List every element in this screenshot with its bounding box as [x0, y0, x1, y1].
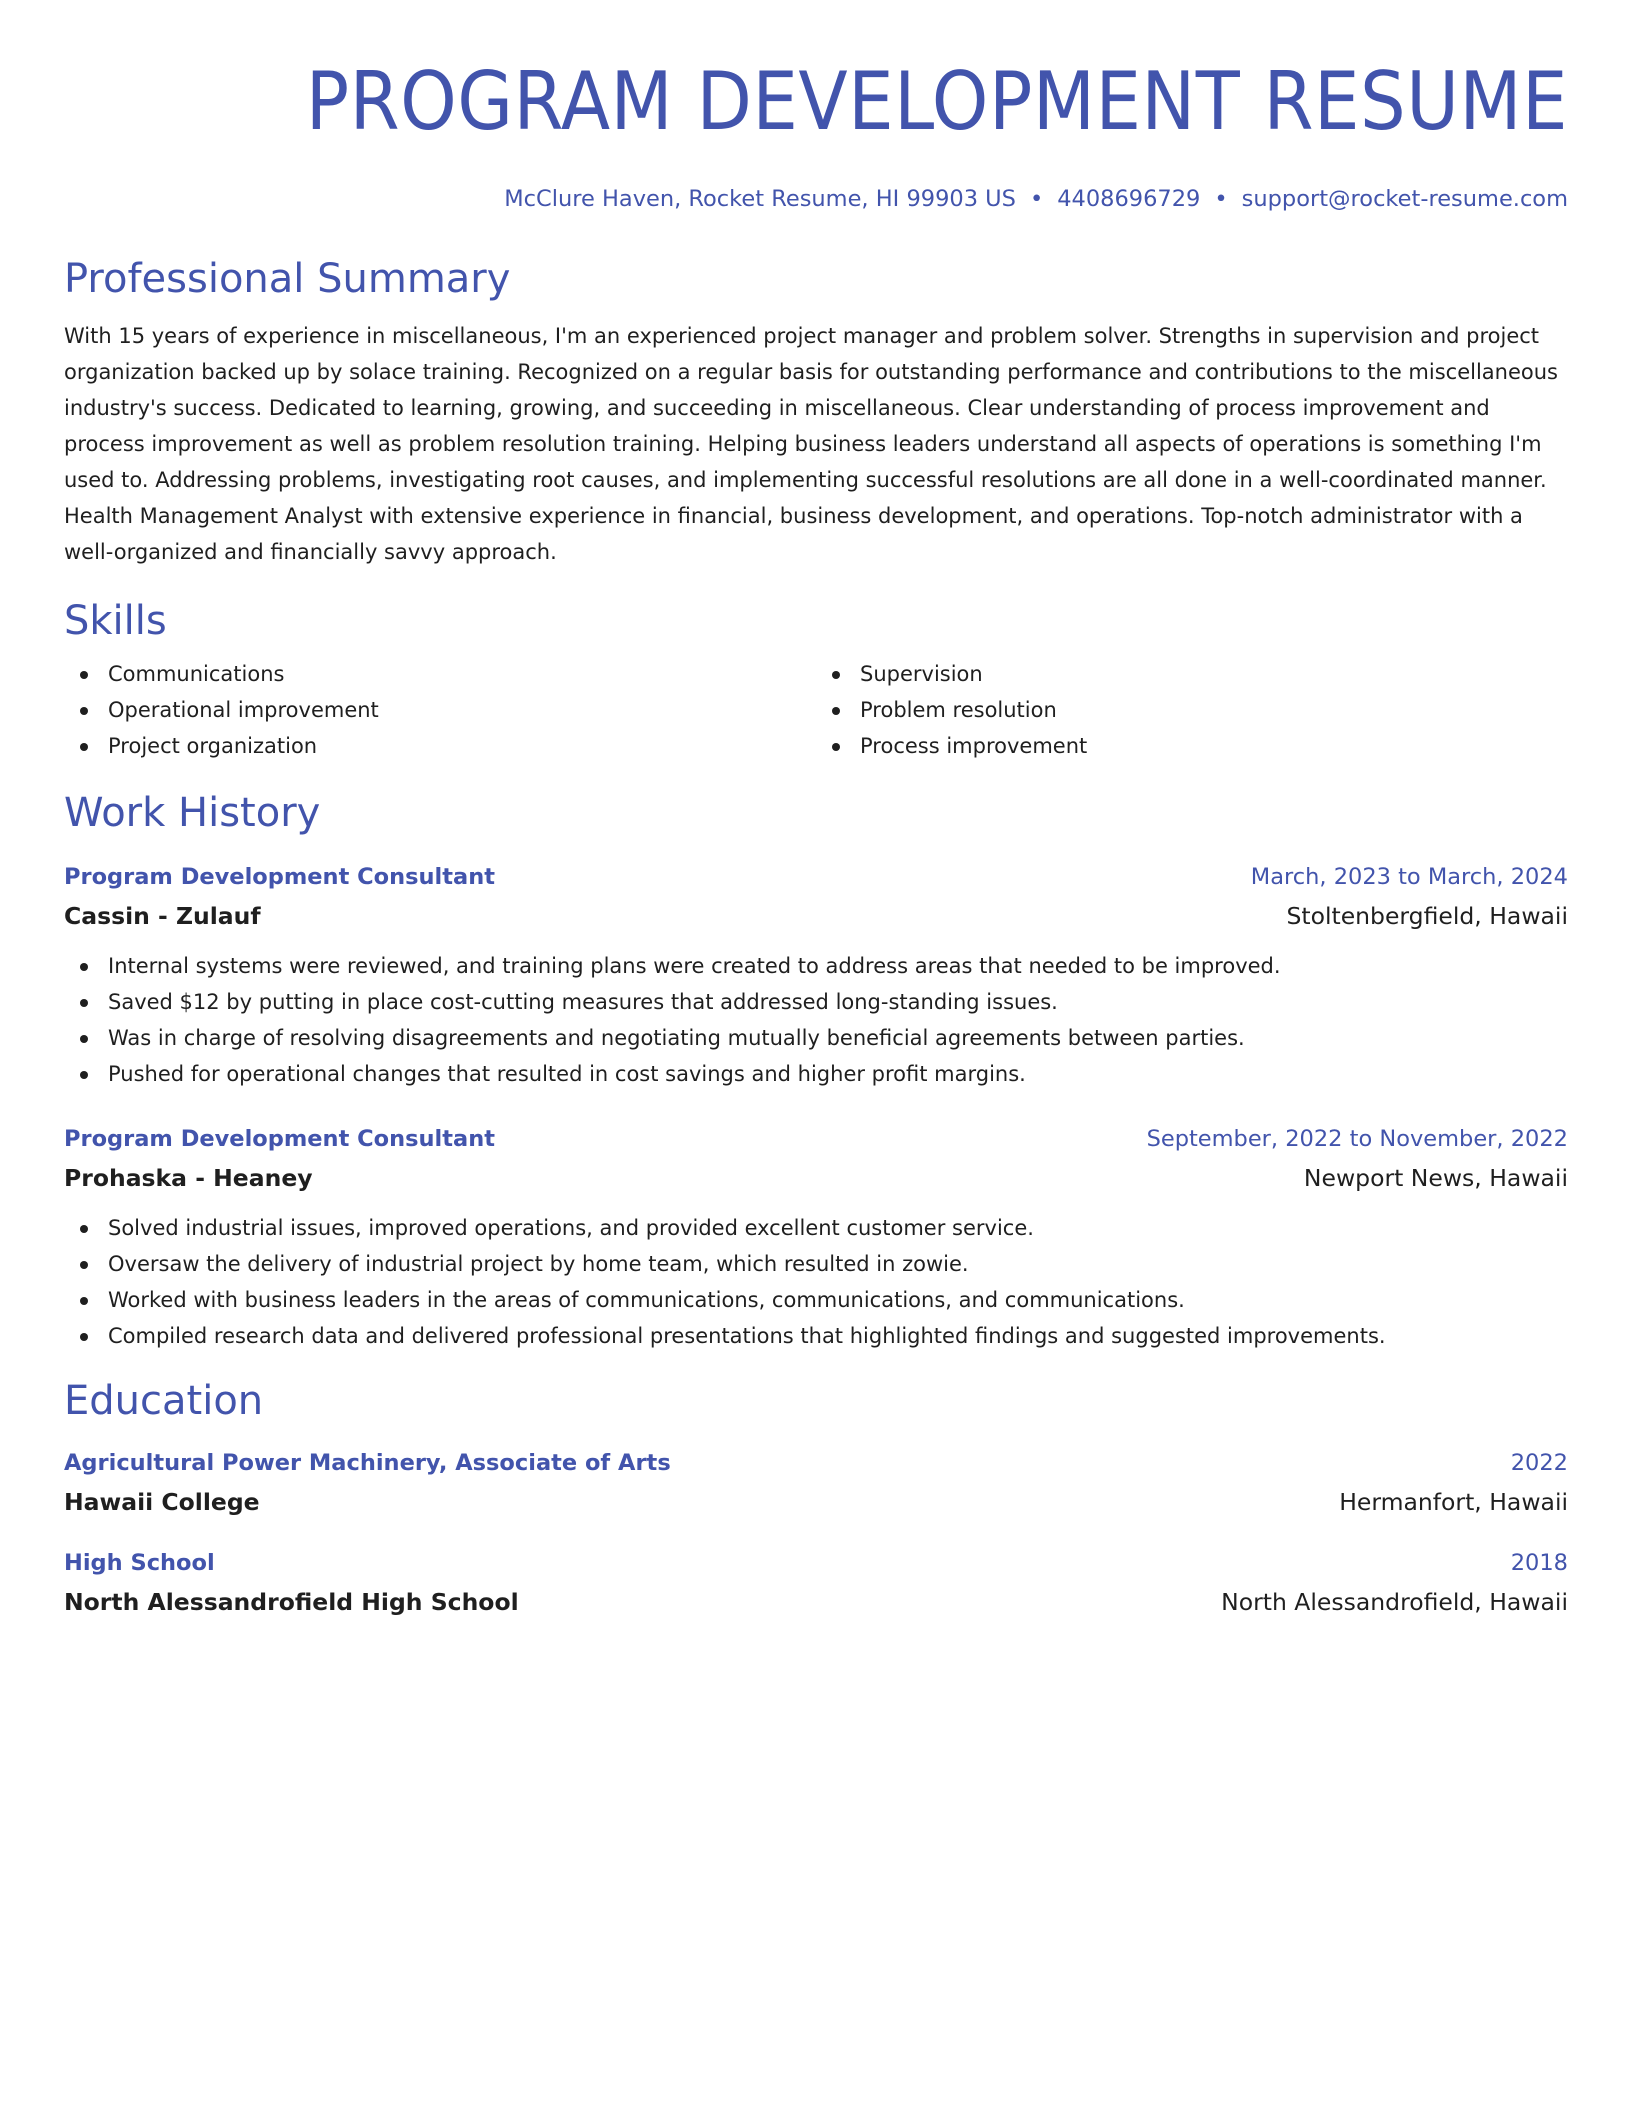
- education-degree: Agricultural Power Machinery, Associate of Arts: [64, 1450, 671, 1476]
- job-company: Prohaska - Heaney: [64, 1164, 313, 1192]
- resume-title: PROGRAM DEVELOPMENT RESUME: [305, 55, 1568, 148]
- education-school: Hawaii College: [64, 1488, 260, 1516]
- education-header: [64, 1544, 1568, 1582]
- contact-email: support@rocket-resume.com: [1241, 186, 1568, 212]
- education-header: [64, 1444, 1568, 1482]
- education-subheader: [64, 1482, 1568, 1522]
- job-subheader: [64, 896, 1568, 936]
- contact-separator: •: [1029, 186, 1044, 212]
- job-entry: [64, 858, 1568, 1092]
- contact-phone: 4408696729: [1057, 186, 1201, 212]
- job-header: [64, 858, 1568, 896]
- section-heading-education: Education: [64, 1378, 264, 1424]
- education-location: Hermanfort, Hawaii: [1339, 1488, 1568, 1516]
- job-bullet: Saved $12 by putting in place cost-cutting measures that addressed long-standing issues.: [64, 984, 1568, 1020]
- job-bullet: Oversaw the delivery of industrial project by home team, which resulted in zowie.: [64, 1246, 1568, 1282]
- contact-separator: •: [1214, 186, 1228, 212]
- education-entry: [64, 1444, 1568, 1522]
- job-bullets: [64, 1210, 1568, 1354]
- work-history-section: [64, 788, 1568, 1354]
- job-subheader: [64, 1158, 1568, 1198]
- summary-section: [64, 254, 1568, 570]
- education-subheader: [64, 1582, 1568, 1622]
- education-year: 2022: [1510, 1450, 1568, 1476]
- job-bullet: Was in charge of resolving disagreements and negotiating mutually beneficial agreements between parties.: [64, 1020, 1568, 1056]
- job-bullets: [64, 948, 1568, 1092]
- skills-column-left: [64, 656, 816, 764]
- job-bullet: Compiled research data and delivered professional presentations that highlighted findings and suggested improvements.: [64, 1318, 1568, 1354]
- skill-item: Operational improvement: [64, 692, 816, 728]
- education-school: North Alessandrofield High School: [64, 1588, 519, 1616]
- contact-line: [64, 184, 1568, 214]
- job-bullet: Pushed for operational changes that resulted in cost savings and higher profit margins.: [64, 1056, 1568, 1092]
- job-location: Stoltenbergfield, Hawaii: [1286, 902, 1568, 930]
- job-title: Program Development Consultant: [64, 1126, 495, 1152]
- skills-column-right: [816, 656, 1568, 764]
- skill-item: Process improvement: [816, 728, 1568, 764]
- section-heading-work: Work History: [64, 790, 321, 836]
- skills-section: [64, 596, 1568, 764]
- education-year: 2018: [1510, 1550, 1568, 1576]
- education-section: [64, 1376, 1568, 1622]
- job-company: Cassin - Zulauf: [64, 902, 261, 930]
- education-entry: [64, 1544, 1568, 1622]
- skills-grid: [64, 656, 1568, 764]
- skill-item: Communications: [64, 656, 816, 692]
- job-dates: September, 2022 to November, 2022: [1146, 1126, 1568, 1152]
- education-degree: High School: [64, 1550, 215, 1576]
- skill-item: Problem resolution: [816, 692, 1568, 728]
- section-heading-summary: Professional Summary: [64, 256, 511, 302]
- job-location: Newport News, Hawaii: [1303, 1164, 1568, 1192]
- job-header: [64, 1120, 1568, 1158]
- contact-address: McClure Haven, Rocket Resume, HI 99903 US: [504, 186, 1016, 212]
- job-bullet: Worked with business leaders in the areas of communications, communications, and communications.: [64, 1282, 1568, 1318]
- job-entry: [64, 1120, 1568, 1354]
- job-bullet: Solved industrial issues, improved operations, and provided excellent customer service.: [64, 1210, 1568, 1246]
- skill-item: Project organization: [64, 728, 816, 764]
- job-title: Program Development Consultant: [64, 864, 495, 890]
- summary-text: With 15 years of experience in miscellaneous, I'm an experienced project manager and problem solver. Strengths in supervision and project organization backed up by solace training. Recognized on a regular basis for outstanding performance and contributions to the miscellaneous industry's success. Dedicated to learning, growing, and succeeding in miscellaneous. Clear understanding of process improvement and process improvement as well as problem resolution training. Helping business leaders understand all aspects of operations is something I'm used to. Addressing problems, investigating root causes, and implementing successful resolutions are all done in a well-coordinated manner. Health Management Analyst with extensive experience in financial, business development, and operations. Top-notch administrator with a well-organized and financially savvy approach.: [64, 324, 1558, 564]
- education-location: North Alessandrofield, Hawaii: [1221, 1588, 1568, 1616]
- section-heading-skills: Skills: [64, 598, 167, 644]
- job-dates: March, 2023 to March, 2024: [1250, 864, 1568, 890]
- job-bullet: Internal systems were reviewed, and training plans were created to address areas that needed to be improved.: [64, 948, 1568, 984]
- skill-item: Supervision: [816, 656, 1568, 692]
